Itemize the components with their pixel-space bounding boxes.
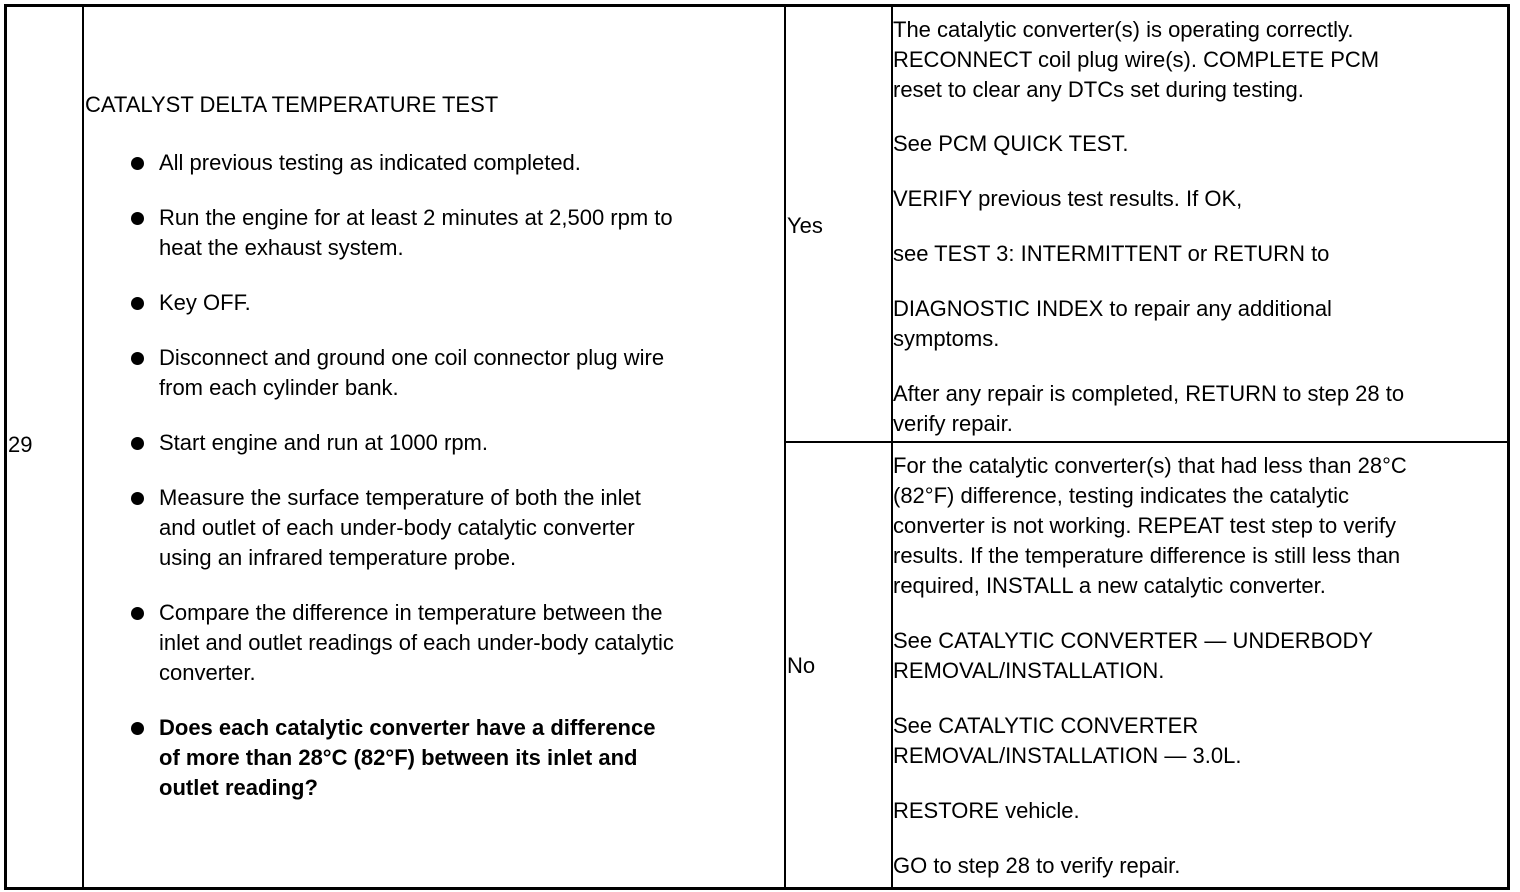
- no-paragraph: See CATALYTIC CONVERTER — UNDERBODY REMOVAL/INSTALLATION.: [893, 628, 1374, 683]
- yes-paragraph: After any repair is completed, RETURN to step 28 to verify repair.: [893, 381, 1405, 436]
- no-paragraph: GO to step 28 to verify repair.: [893, 853, 1181, 878]
- column-divider-action: [784, 7, 786, 887]
- yes-paragraph: VERIFY previous test results. If OK,: [893, 186, 1243, 211]
- bullet-dot: [131, 437, 144, 450]
- no-paragraph: For the catalytic converter(s) that had less than 28°C (82°F) difference, testing indicates the catalytic converter is not working. REPEAT test step to verify results. If the temperature difference is still less than required, INSTALL a new catalytic converter.: [893, 453, 1407, 598]
- test-title: CATALYST DELTA TEMPERATURE TEST: [85, 92, 499, 117]
- bullet-text: All previous testing as indicated completed.: [159, 150, 581, 175]
- step-number: 29: [8, 432, 33, 457]
- yes-paragraph: See PCM QUICK TEST.: [893, 131, 1129, 156]
- no-paragraph: See CATALYTIC CONVERTER REMOVAL/INSTALLATION — 3.0L.: [893, 713, 1242, 768]
- bullet-dot: [131, 492, 144, 505]
- bullet-text: Start engine and run at 1000 rpm.: [159, 430, 488, 455]
- bullet-text: Run the engine for at least 2 minutes at 2,500 rpm to heat the exhaust system.: [159, 205, 673, 260]
- column-divider-step: [82, 7, 84, 887]
- bullet-dot: [131, 607, 144, 620]
- row-divider-yes-no: [784, 441, 1507, 443]
- bullet-dot: [131, 157, 144, 170]
- yes-paragraph: The catalytic converter(s) is operating correctly. RECONNECT coil plug wire(s). COMPLETE PCM reset to clear any DTCs set during testing.: [893, 17, 1380, 102]
- yes-paragraph: DIAGNOSTIC INDEX to repair any additional symptoms.: [893, 296, 1332, 351]
- bullet-text: Disconnect and ground one coil connector plug wire from each cylinder bank.: [159, 345, 665, 400]
- bullet-dot: [131, 722, 144, 735]
- bullet-text: Measure the surface temperature of both the inlet and outlet of each under-body catalytic converter using an infrared temperature probe.: [159, 485, 641, 570]
- yes-label: Yes: [787, 213, 823, 238]
- bullet-dot: [131, 352, 144, 365]
- bullet-dot: [131, 212, 144, 225]
- bullet-dot: [131, 297, 144, 310]
- bullet-text: Compare the difference in temperature between the inlet and outlet readings of each under-body catalytic converter.: [159, 600, 674, 685]
- no-paragraph: RESTORE vehicle.: [893, 798, 1080, 823]
- bullet-text: Key OFF.: [159, 290, 251, 315]
- bullet-question-text: Does each catalytic converter have a difference of more than 28°C (82°F) between its inlet and outlet reading?: [159, 715, 656, 800]
- yes-paragraph: see TEST 3: INTERMITTENT or RETURN to: [893, 241, 1330, 266]
- no-label: No: [787, 653, 816, 678]
